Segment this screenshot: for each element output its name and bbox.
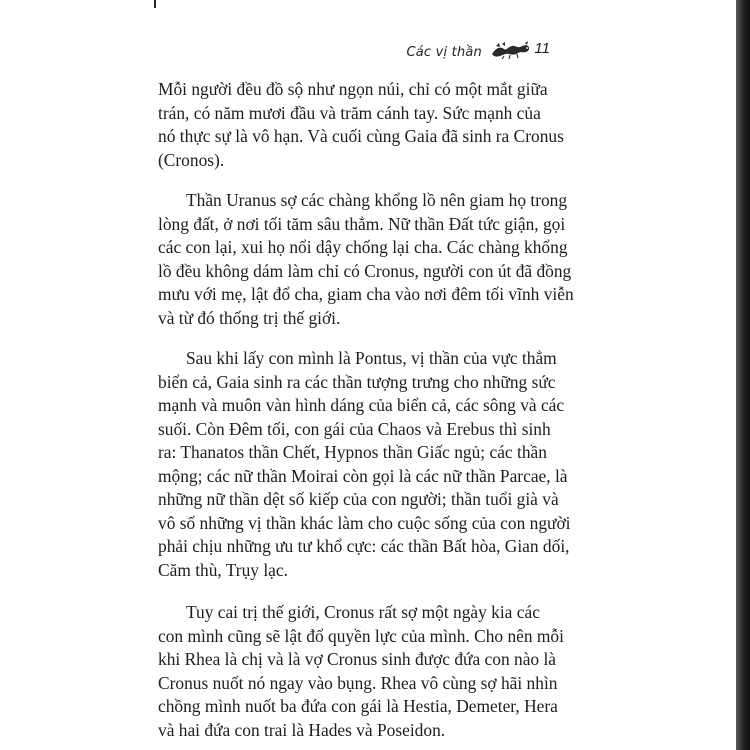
text-line: lòng đất, ở nơi tối tăm sâu thẳm. Nữ thần Đất tức giận, gọi (158, 213, 566, 234)
text-line: mạnh và muôn vàn hình dáng của biển cả, các sông và các (158, 395, 565, 415)
text-line: lồ đều không dám làm chỉ có Cronus, người con út đã đồng (158, 260, 572, 281)
running-header (406, 40, 532, 65)
text-line: trán, có năm mươi đầu và trăm cánh tay. Sức mạnh của (158, 102, 541, 123)
body-text (158, 78, 574, 742)
text-line: (Cronos). (158, 149, 225, 170)
paragraph (158, 347, 571, 582)
text-line: và hai đứa con trai là Hades và Poseidon. (158, 719, 446, 740)
running-title: Các vị thần (406, 45, 482, 60)
paragraph (158, 78, 564, 172)
text-line: biển cả, Gaia sinh ra các thần tượng trưng cho những sức (158, 371, 556, 392)
text-line: suối. Còn Đêm tối, con gái của Chaos và Erebus thì sinh (158, 418, 551, 439)
text-line: nó thực sự là vô hạn. Và cuối cùng Gaia đã sinh ra Cronus (158, 126, 564, 146)
paragraph (158, 601, 564, 742)
text-line: mưu với mẹ, lật đổ cha, giam cha vào nơi đêm tối vĩnh viễn (158, 284, 574, 304)
text-line: mộng; các nữ thần Moirai còn gọi là các nữ thần Parcae, là (158, 465, 568, 486)
text-line: chồng mình nuốt ba đứa con gái là Hestia, Demeter, Hera (158, 696, 558, 716)
text-line: vô số những vị thần khác làm cho cuộc sống của con người (158, 512, 571, 533)
scan-mark (154, 0, 156, 8)
text-line: Tuy cai trị thế giới, Cronus rất sợ một ngày kia các (186, 602, 540, 622)
text-line: Căm thù, Trụy lạc. (158, 559, 288, 580)
text-line: các con lại, xui họ nổi dậy chống lại cha. Các chàng khổng (158, 237, 568, 257)
text-line: và từ đó thống trị thế giới. (158, 307, 341, 328)
text-line: phải chịu những ưu tư khổ cực: các thần Bất hòa, Gian dối, (158, 536, 570, 556)
text-line: Thần Uranus sợ các chàng khổng lồ nên giam họ trong (186, 190, 568, 210)
text-line: khi Rhea là chị và là vợ Cronus sinh được đứa con nào là (158, 649, 557, 669)
paragraph-gap (158, 330, 534, 347)
text-line: Sau khi lấy con mình là Pontus, vị thần của vực thẳm (186, 348, 557, 368)
text-line: những nữ thần dệt số kiếp của con người; thần tuổi già và (158, 489, 559, 509)
paragraph (158, 189, 574, 330)
text-line: ra: Thanatos thần Chết, Hypnos thần Giấc ngủ; các thần (158, 442, 547, 462)
text-line: Mỗi người đều đồ sộ như ngọn núi, chỉ có một mắt giữa (158, 79, 548, 99)
paragraph-gap (158, 582, 534, 601)
paragraph-gap (158, 172, 534, 189)
page-number: 11 (534, 40, 550, 57)
page-edge-shadow (736, 0, 750, 750)
dragon-ornament-icon (490, 40, 532, 65)
text-line: Cronus nuốt nó ngay vào bụng. Rhea vô cùng sợ hãi nhìn (158, 672, 558, 693)
text-line: con mình cũng sẽ lật đổ quyền lực của mình. Cho nên mỗi (158, 625, 564, 646)
